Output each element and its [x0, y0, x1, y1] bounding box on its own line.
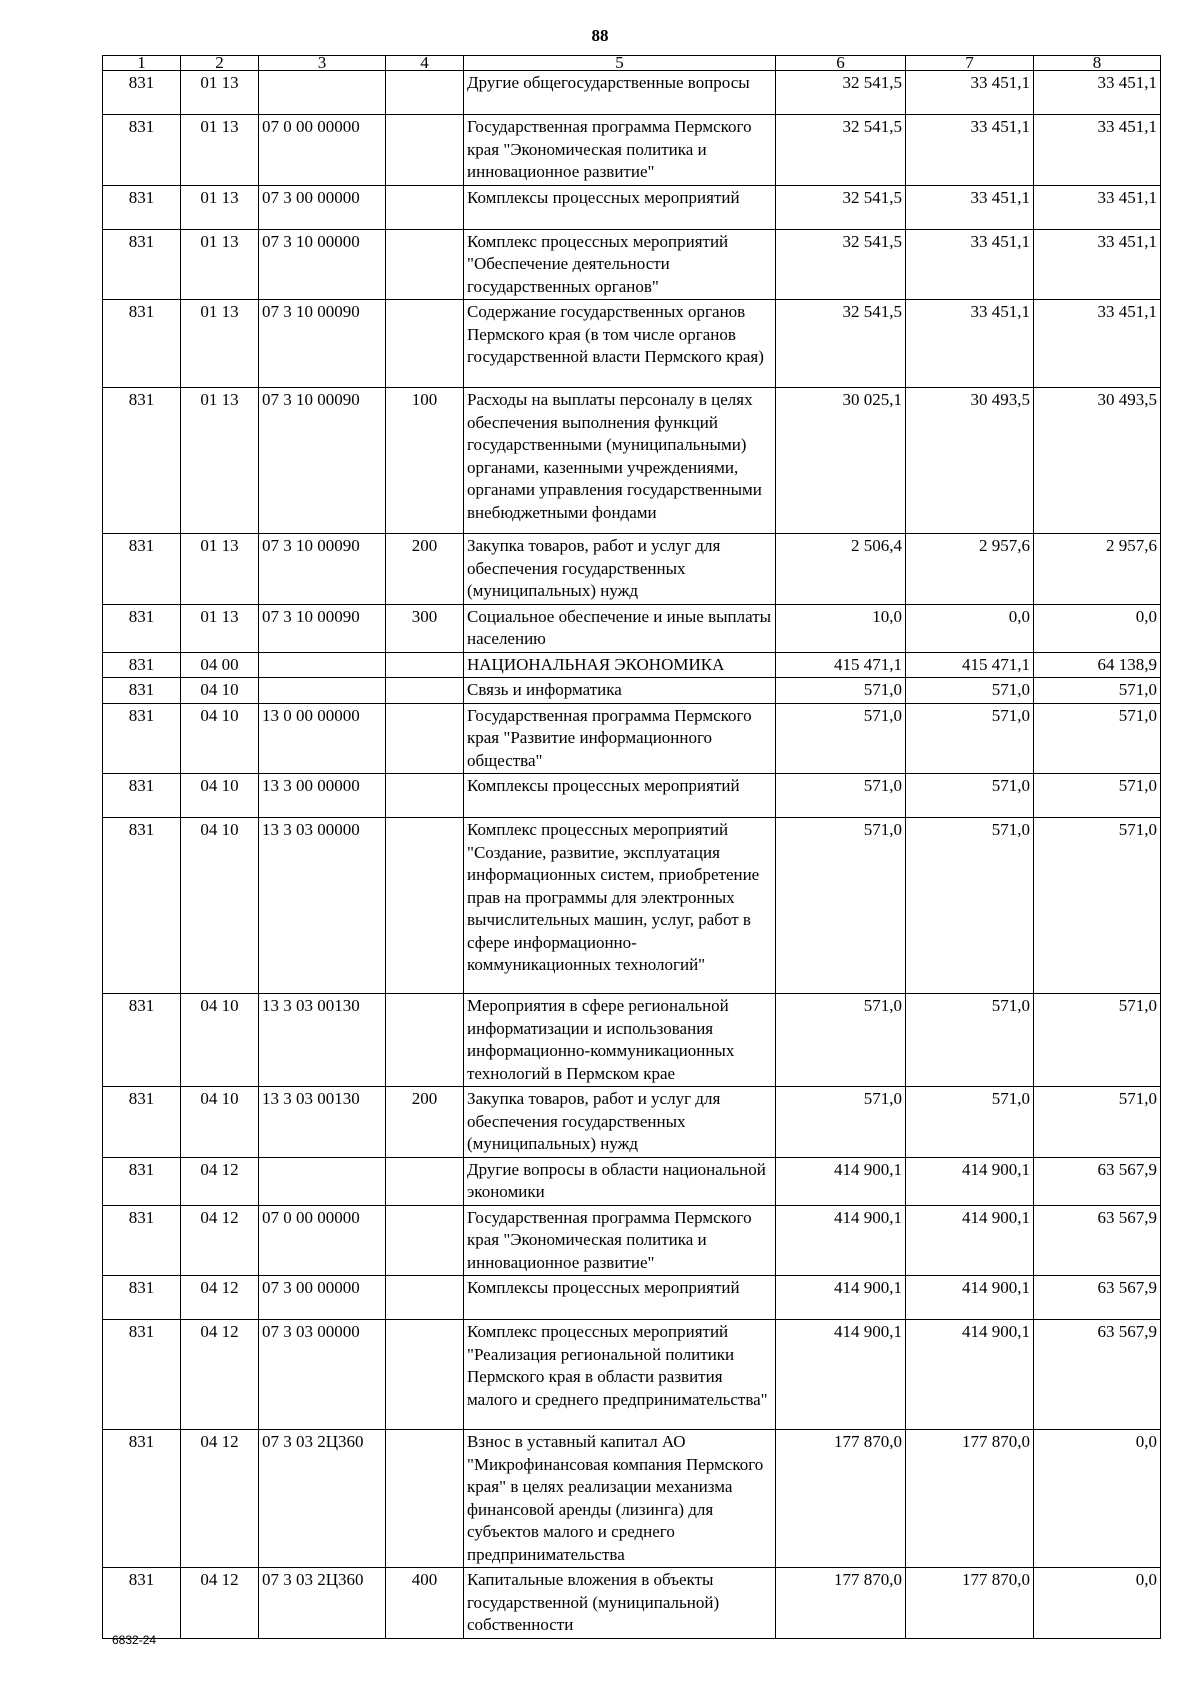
header-row: [103, 56, 1161, 71]
row-target-article: 13 3 03 00000: [259, 818, 386, 994]
row-section-code: 04 12: [181, 1568, 259, 1639]
row-amount-col7: 30 493,5: [906, 388, 1034, 534]
header-cell-5: 5: [464, 56, 776, 71]
row-amount-col7: 33 451,1: [906, 71, 1034, 115]
table-row: [103, 774, 1161, 818]
row-amount-col7: 177 870,0: [906, 1430, 1034, 1568]
table-row: [103, 71, 1161, 115]
row-amount-col7: 414 900,1: [906, 1320, 1034, 1430]
row-amount-col7: 415 471,1: [906, 652, 1034, 678]
row-grbs-code: 831: [103, 1157, 181, 1205]
row-amount-col8: 33 451,1: [1034, 300, 1161, 388]
row-name: Комплексы процессных мероприятий: [464, 774, 776, 818]
header-cell-7: 7: [906, 56, 1034, 71]
row-amount-col6: 571,0: [776, 774, 906, 818]
row-amount-col8: 33 451,1: [1034, 71, 1161, 115]
row-amount-col7: 571,0: [906, 818, 1034, 994]
row-amount-col6: 177 870,0: [776, 1568, 906, 1639]
row-amount-col6: 415 471,1: [776, 652, 906, 678]
row-name: Комплекс процессных мероприятий "Обеспечение деятельности государственных органов": [464, 229, 776, 300]
row-section-code: 04 12: [181, 1205, 259, 1276]
row-name: НАЦИОНАЛЬНАЯ ЭКОНОМИКА: [464, 652, 776, 678]
row-expense-type: 400: [386, 1568, 464, 1639]
row-grbs-code: 831: [103, 1430, 181, 1568]
row-expense-type: 300: [386, 604, 464, 652]
row-amount-col6: 32 541,5: [776, 185, 906, 229]
row-amount-col6: 414 900,1: [776, 1276, 906, 1320]
table-row: [103, 604, 1161, 652]
row-target-article: 07 3 03 2Ц360: [259, 1430, 386, 1568]
row-section-code: 04 10: [181, 774, 259, 818]
row-amount-col6: 414 900,1: [776, 1320, 906, 1430]
row-target-article: 07 3 03 00000: [259, 1320, 386, 1430]
header-cell-3: 3: [259, 56, 386, 71]
row-expense-type: [386, 774, 464, 818]
row-amount-col6: 32 541,5: [776, 229, 906, 300]
row-amount-col8: 33 451,1: [1034, 115, 1161, 186]
row-grbs-code: 831: [103, 388, 181, 534]
row-amount-col6: 571,0: [776, 994, 906, 1087]
row-grbs-code: 831: [103, 115, 181, 186]
row-amount-col7: 2 957,6: [906, 534, 1034, 605]
row-amount-col8: 571,0: [1034, 678, 1161, 704]
table-row: [103, 1568, 1161, 1639]
row-section-code: 01 13: [181, 229, 259, 300]
row-grbs-code: 831: [103, 300, 181, 388]
row-target-article: [259, 652, 386, 678]
row-amount-col7: 414 900,1: [906, 1205, 1034, 1276]
table-row: [103, 534, 1161, 605]
row-grbs-code: 831: [103, 1087, 181, 1158]
row-name: Комплекс процессных мероприятий "Создание, развитие, эксплуатация информационных систем, приобретение прав на программы для электронных вычислительных машин, услуг, работ в сфере информационно-коммуникационных технологий": [464, 818, 776, 994]
row-amount-col6: 414 900,1: [776, 1157, 906, 1205]
row-amount-col7: 33 451,1: [906, 115, 1034, 186]
row-section-code: 01 13: [181, 604, 259, 652]
row-target-article: 07 3 10 00000: [259, 229, 386, 300]
row-amount-col8: 63 567,9: [1034, 1157, 1161, 1205]
table-row: [103, 818, 1161, 994]
row-expense-type: [386, 229, 464, 300]
row-name: Социальное обеспечение и иные выплаты населению: [464, 604, 776, 652]
row-expense-type: 100: [386, 388, 464, 534]
row-target-article: [259, 1157, 386, 1205]
row-amount-col7: 177 870,0: [906, 1568, 1034, 1639]
header-cell-1: 1: [103, 56, 181, 71]
table-row: [103, 1320, 1161, 1430]
table-row: [103, 994, 1161, 1087]
table-row: [103, 1157, 1161, 1205]
row-amount-col8: 571,0: [1034, 703, 1161, 774]
row-amount-col7: 414 900,1: [906, 1157, 1034, 1205]
row-section-code: 04 10: [181, 703, 259, 774]
row-name: Комплекс процессных мероприятий "Реализация региональной политики Пермского края в области развития малого и среднего предпринимательства": [464, 1320, 776, 1430]
row-amount-col6: 32 541,5: [776, 300, 906, 388]
row-expense-type: [386, 185, 464, 229]
row-amount-col6: 571,0: [776, 818, 906, 994]
table-row: [103, 115, 1161, 186]
row-amount-col6: 414 900,1: [776, 1205, 906, 1276]
row-target-article: 13 3 00 00000: [259, 774, 386, 818]
row-target-article: 13 3 03 00130: [259, 994, 386, 1087]
row-target-article: 13 3 03 00130: [259, 1087, 386, 1158]
table-row: [103, 703, 1161, 774]
table-row: [103, 1205, 1161, 1276]
row-name: Взнос в уставный капитал АО "Микрофинансовая компания Пермского края" в целях реализации механизма финансовой аренды (лизинга) для субъектов малого и среднего предпринимательства: [464, 1430, 776, 1568]
row-name: Закупка товаров, работ и услуг для обеспечения государственных (муниципальных) нужд: [464, 534, 776, 605]
row-name: Мероприятия в сфере региональной информатизации и использования информационно-коммуникационных технологий в Пермском крае: [464, 994, 776, 1087]
row-amount-col8: 571,0: [1034, 818, 1161, 994]
row-amount-col7: 33 451,1: [906, 229, 1034, 300]
row-expense-type: [386, 994, 464, 1087]
row-target-article: 07 3 10 00090: [259, 300, 386, 388]
row-amount-col6: 571,0: [776, 703, 906, 774]
row-name: Государственная программа Пермского края "Экономическая политика и инновационное развитие": [464, 1205, 776, 1276]
row-target-article: 07 3 10 00090: [259, 604, 386, 652]
row-target-article: 07 3 10 00090: [259, 388, 386, 534]
row-target-article: 07 0 00 00000: [259, 115, 386, 186]
row-grbs-code: 831: [103, 994, 181, 1087]
row-amount-col6: 177 870,0: [776, 1430, 906, 1568]
row-amount-col6: 32 541,5: [776, 71, 906, 115]
row-expense-type: [386, 818, 464, 994]
row-section-code: 01 13: [181, 71, 259, 115]
row-amount-col6: 571,0: [776, 678, 906, 704]
row-name: Связь и информатика: [464, 678, 776, 704]
row-expense-type: [386, 703, 464, 774]
row-amount-col6: 30 025,1: [776, 388, 906, 534]
row-amount-col7: 571,0: [906, 703, 1034, 774]
row-expense-type: [386, 1320, 464, 1430]
row-target-article: 07 3 00 00000: [259, 1276, 386, 1320]
row-amount-col7: 0,0: [906, 604, 1034, 652]
row-amount-col8: 33 451,1: [1034, 229, 1161, 300]
row-expense-type: [386, 115, 464, 186]
table-row: [103, 229, 1161, 300]
row-grbs-code: 831: [103, 774, 181, 818]
row-grbs-code: 831: [103, 678, 181, 704]
row-name: Государственная программа Пермского края "Развитие информационного общества": [464, 703, 776, 774]
header-cell-4: 4: [386, 56, 464, 71]
row-name: Государственная программа Пермского края "Экономическая политика и инновационное развитие": [464, 115, 776, 186]
row-expense-type: [386, 1157, 464, 1205]
row-name: Закупка товаров, работ и услуг для обеспечения государственных (муниципальных) нужд: [464, 1087, 776, 1158]
row-expense-type: 200: [386, 534, 464, 605]
table-row: [103, 388, 1161, 534]
table-row: [103, 1430, 1161, 1568]
row-name: Расходы на выплаты персоналу в целях обеспечения выполнения функций государственными (муниципальными) органами, казенными учреждениями, органами управления государственными внебюджетными фондами: [464, 388, 776, 534]
row-section-code: 04 10: [181, 1087, 259, 1158]
row-expense-type: [386, 652, 464, 678]
row-section-code: 04 12: [181, 1320, 259, 1430]
header-cell-8: 8: [1034, 56, 1161, 71]
row-section-code: 04 10: [181, 994, 259, 1087]
row-target-article: [259, 71, 386, 115]
row-amount-col6: 32 541,5: [776, 115, 906, 186]
row-target-article: 07 0 00 00000: [259, 1205, 386, 1276]
row-amount-col6: 10,0: [776, 604, 906, 652]
row-name: Комплексы процессных мероприятий: [464, 185, 776, 229]
row-grbs-code: 831: [103, 534, 181, 605]
table-row: [103, 1276, 1161, 1320]
row-amount-col7: 571,0: [906, 1087, 1034, 1158]
row-grbs-code: 831: [103, 604, 181, 652]
budget-table: [102, 55, 1161, 1639]
row-expense-type: [386, 300, 464, 388]
row-amount-col6: 2 506,4: [776, 534, 906, 605]
row-section-code: 04 12: [181, 1276, 259, 1320]
row-amount-col8: 64 138,9: [1034, 652, 1161, 678]
row-name: Другие вопросы в области национальной экономики: [464, 1157, 776, 1205]
table-row: [103, 185, 1161, 229]
row-amount-col7: 571,0: [906, 774, 1034, 818]
row-grbs-code: 831: [103, 1568, 181, 1639]
row-amount-col8: 33 451,1: [1034, 185, 1161, 229]
row-section-code: 01 13: [181, 185, 259, 229]
table-row: [103, 652, 1161, 678]
row-amount-col8: 0,0: [1034, 1568, 1161, 1639]
row-name: Комплексы процессных мероприятий: [464, 1276, 776, 1320]
row-target-article: 07 3 00 00000: [259, 185, 386, 229]
row-amount-col8: 0,0: [1034, 1430, 1161, 1568]
row-amount-col7: 571,0: [906, 678, 1034, 704]
row-name: Другие общегосударственные вопросы: [464, 71, 776, 115]
row-grbs-code: 831: [103, 71, 181, 115]
row-expense-type: [386, 71, 464, 115]
row-expense-type: [386, 1276, 464, 1320]
row-amount-col8: 63 567,9: [1034, 1205, 1161, 1276]
row-amount-col8: 571,0: [1034, 774, 1161, 818]
row-section-code: 04 00: [181, 652, 259, 678]
row-section-code: 04 12: [181, 1430, 259, 1568]
row-grbs-code: 831: [103, 703, 181, 774]
row-target-article: 07 3 03 2Ц360: [259, 1568, 386, 1639]
row-grbs-code: 831: [103, 1205, 181, 1276]
row-name: Содержание государственных органов Пермского края (в том числе органов государственной власти Пермского края): [464, 300, 776, 388]
row-section-code: 01 13: [181, 300, 259, 388]
row-amount-col7: 33 451,1: [906, 185, 1034, 229]
row-section-code: 01 13: [181, 534, 259, 605]
row-amount-col8: 571,0: [1034, 994, 1161, 1087]
table-row: [103, 678, 1161, 704]
row-target-article: 07 3 10 00090: [259, 534, 386, 605]
row-expense-type: [386, 1205, 464, 1276]
row-amount-col8: 2 957,6: [1034, 534, 1161, 605]
row-expense-type: [386, 1430, 464, 1568]
row-amount-col8: 571,0: [1034, 1087, 1161, 1158]
row-expense-type: 200: [386, 1087, 464, 1158]
row-amount-col7: 414 900,1: [906, 1276, 1034, 1320]
row-section-code: 04 12: [181, 1157, 259, 1205]
page-number: 88: [591, 26, 609, 45]
row-grbs-code: 831: [103, 652, 181, 678]
row-target-article: 13 0 00 00000: [259, 703, 386, 774]
row-grbs-code: 831: [103, 818, 181, 994]
table-row: [103, 1087, 1161, 1158]
header-cell-6: 6: [776, 56, 906, 71]
row-target-article: [259, 678, 386, 704]
row-grbs-code: 831: [103, 185, 181, 229]
row-amount-col7: 33 451,1: [906, 300, 1034, 388]
row-amount-col8: 63 567,9: [1034, 1276, 1161, 1320]
row-amount-col8: 0,0: [1034, 604, 1161, 652]
row-section-code: 01 13: [181, 115, 259, 186]
row-expense-type: [386, 678, 464, 704]
document-code: 6832-24: [112, 1633, 157, 1647]
header-cell-2: 2: [181, 56, 259, 71]
row-section-code: 04 10: [181, 678, 259, 704]
row-amount-col6: 571,0: [776, 1087, 906, 1158]
row-grbs-code: 831: [103, 1276, 181, 1320]
row-grbs-code: 831: [103, 1320, 181, 1430]
row-amount-col7: 571,0: [906, 994, 1034, 1087]
row-section-code: 01 13: [181, 388, 259, 534]
row-section-code: 04 10: [181, 818, 259, 994]
row-amount-col8: 30 493,5: [1034, 388, 1161, 534]
table-row: [103, 300, 1161, 388]
row-grbs-code: 831: [103, 229, 181, 300]
row-name: Капитальные вложения в объекты государственной (муниципальной) собственности: [464, 1568, 776, 1639]
row-amount-col8: 63 567,9: [1034, 1320, 1161, 1430]
